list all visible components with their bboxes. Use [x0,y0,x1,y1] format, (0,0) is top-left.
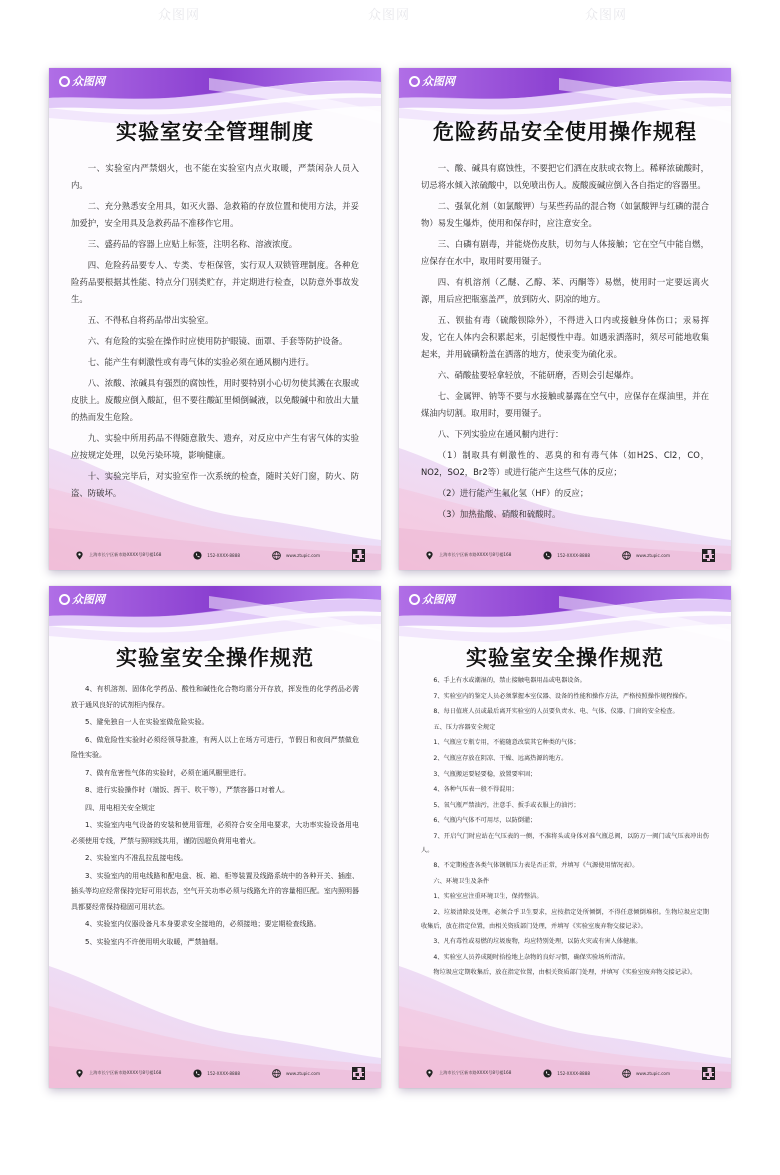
brand-logo-icon [59,594,70,605]
poster-lab-operation-1 [49,586,381,1088]
footer-address-text: 上海市长宁区新市路XXXX号8号楼168 [89,1070,162,1075]
location-pin-icon [75,551,84,560]
rule-paragraph: 4、实验室人员养成随时拾捡地上杂物的良好习惯，确保实验场所清洁。 [433,953,630,961]
rule-paragraph: （2）进行能产生氟化氢（HF）的反应； [437,488,589,498]
footer-address-text: 上海市长宁区新市路XXXX号8号楼168 [439,552,512,557]
rule-paragraph: 2、实验室内不准乱拉乱接电线。 [85,854,188,862]
poster-lab-safety-management [49,68,381,570]
rule-paragraph: 3、实验室内的用电线路和配电盘、板、箱、柜等装置及线路系统中的各种开关、插座、插头等均应经常保持完好可用状态，空气开关功率必须与线路允许的容量相匹配。室内照明器具都要经常保持稳固可用状态。 [71,871,359,911]
rule-paragraph: 8、每日值班人员或最后离开实验室的人员要负责水、电、气体、仪器、门窗的安全检查。 [433,708,679,716]
location-pin-icon [75,1069,84,1078]
watermark: 众图网 [585,8,628,23]
rule-paragraph: 6、气瓶内气体不可用尽，以防倒灌； [433,817,537,825]
footer-website-text: www.ztupic.com [635,1070,671,1076]
rule-paragraph: 六、环境卫生及条件 [433,877,490,885]
watermark: 众图网 [158,8,201,23]
qr-code-icon [702,1067,715,1080]
brand-logo [409,73,455,89]
brand-logo-icon [59,76,70,87]
rule-paragraph: 一、酸、碱具有腐蚀性，不要把它们洒在皮肤或衣物上。稀释浓硫酸时，切忌将水倾入浓硫酸中，以免喷出伤人。废酸废碱应倒入各自指定的容器里。 [421,163,709,190]
footer-website [272,551,320,560]
rule-paragraph: 5、氧气瓶严禁油污，注意手、扳手或衣服上的油污； [433,801,580,809]
brand-logo-icon [409,76,420,87]
globe-icon [622,551,631,560]
footer-phone-text: 152-XXXX-8888 [207,552,241,558]
rule-paragraph: 4、有机溶剂、固体化学药品、酸性和碱性化合物均需分开存放，挥发性的化学药品必需放于通风良好的试剂柜内保存。 [71,685,359,709]
footer-phone [193,1069,240,1078]
footer-website [622,1069,670,1078]
rule-paragraph: 7、开启气门时应站在气压表的一侧，不准将头或身体对准气瓶总阀，以防万一阀门或气压表冲出伤人。 [421,832,709,854]
rule-paragraph: 1、实验室内电气设备的安装和使用管理，必须符合安全用电要求，大功率实验设备用电必须使用专线，严禁与照明线共用，谨防因超负荷用电着火。 [71,821,359,845]
rule-paragraph: 四、有机溶剂（乙醚、乙醇、苯、丙酮等）易燃，使用时一定要远离火源，用后应把瓶塞盖严，放到防火、阴凉的地方。 [421,277,709,304]
rule-paragraph: 一、实验室内严禁烟火，也不能在实验室内点火取暖，严禁闲杂人员入内。 [71,163,359,190]
page-title: 实验室安全操作规范 [116,646,314,670]
phone-icon [193,1069,202,1078]
rule-paragraph: 六、有危险的实验在操作时应使用防护眼镜、面罩、手套等防护设备。 [87,336,348,346]
rule-paragraph: 5、避免独自一人在实验室做危险实验。 [85,718,209,726]
location-pin-icon [425,551,434,560]
rule-paragraph: 十、实验完毕后，对实验室作一次系统的检查，随时关好门窗，防火、防盗、防破坏。 [71,471,359,498]
footer-phone-text: 152-XXXX-8888 [557,1070,591,1076]
page-title: 实验室安全操作规范 [466,646,664,670]
rule-paragraph: 5、实验室内不许使用明火取暖，严禁抽烟。 [85,937,223,946]
footer-phone-text: 152-XXXX-8888 [557,552,591,558]
brand-logo-text: 众图网 [72,75,105,88]
rule-paragraph: 八、浓酸、浓碱具有强烈的腐蚀性，用时要特别小心切勿使其溅在衣服或皮肤上。废酸应倒入酸缸，但不要往酸缸里倾倒碱液，以免酸碱中和放出大量的热而发生危险。 [71,378,359,422]
brand-logo [409,591,455,607]
rules-content [421,160,709,527]
rule-paragraph: 2、气瓶应存放在阴凉、干燥、远离热源的地方。 [433,754,568,762]
footer-address [75,551,161,560]
page-title: 实验室安全管理制度 [116,120,314,144]
footer-website-text: www.ztupic.com [285,552,321,558]
globe-icon [622,1069,631,1078]
rule-paragraph: 四、用电相关安全规定 [85,803,155,812]
footer-address-text: 上海市长宁区新市路XXXX号8号楼168 [89,552,162,557]
poster-hazardous-chemicals [399,68,731,570]
phone-icon [543,551,552,560]
phone-icon [193,551,202,560]
rule-paragraph: （3）加热盐酸、硝酸和硫酸时。 [437,509,561,519]
rule-paragraph: 2、垃圾清除及处理，必须合乎卫生要求，应按指定处所倾倒，不得任意倾倒堆积。生物垃圾应定期收集后，放在指定位置，由相关资质部门处理，并填写《实验室废弃物交接记录》。 [421,908,709,930]
brand-logo-text: 众图网 [422,593,455,606]
rule-paragraph: 五、压力容器安全规定 [433,723,496,731]
rule-paragraph: 8、不定期检查各类气体钢瓶压力表是否正常，并填写《气源使用情况表》。 [433,862,639,870]
footer-address-text: 上海市长宁区新市路XXXX号8号楼168 [439,1070,512,1075]
rule-paragraph: 物垃圾应定期收集后，放在指定位置，由相关资质部门处理，并填写《实验室废弃物交接记录》。 [433,969,697,977]
rule-paragraph: 7、实验室内的鉴定人员必须掌握本室仪器、设备的性能和操作方法，严格按照操作规程操作。 [433,692,692,700]
rule-paragraph: 五、不得私自将药品带出实验室。 [87,315,214,325]
rule-paragraph: 七、能产生有刺激性或有毒气体的实验必须在通风橱内进行。 [87,357,314,367]
footer-phone [193,551,240,560]
rule-paragraph: 3、气瓶搬运要轻要稳，放置要牢固； [433,770,537,778]
rule-paragraph: 1、实验室应注重环境卫生，保持整洁。 [433,893,543,901]
poster-lab-operation-2 [399,586,731,1088]
rule-paragraph: 二、强氧化剂（如氯酸钾）与某些药品的混合物（如氯酸钾与红磷的混合物）易发生爆炸，使用和保存时，应注意安全。 [421,201,709,228]
qr-code-icon [352,549,365,562]
phone-icon [543,1069,552,1078]
footer-website-text: www.ztupic.com [635,552,671,558]
rule-paragraph: 三、白磷有剧毒，并能烧伤皮肤，切勿与人体接触；它在空气中能自燃，应保存在水中，取用时要用镊子。 [421,239,709,266]
brand-logo [59,73,105,89]
footer-bar [49,540,381,570]
rule-paragraph: 四、危险药品要专人、专类、专柜保管，实行双人双锁管理制度。各种危险药品要根据其性能、特点分门别类贮存，并定期进行检查，以防意外事故发生。 [71,260,359,304]
rule-paragraph: 6、手上有水或潮湿的，禁止接触电器用品或电器设备。 [433,677,586,684]
watermark: 众图网 [368,8,411,23]
footer-website [622,551,670,560]
rule-paragraph: 8、进行实验操作时（端饭、挥干、吹干等），严禁容器口对着人。 [85,786,289,794]
page-title: 危险药品安全使用操作规程 [433,120,697,144]
rule-paragraph: 3、凡有毒性或易燃的垃圾废物，均应特别处理，以防火灾或有害人体健康。 [433,938,642,946]
rules-content [71,682,359,952]
footer-bar [399,1058,731,1088]
rule-paragraph: 五、钡盐有毒（硫酸钡除外），不得进入口内或接触身体伤口；汞易挥发，它在人体内会积累起来，引起慢性中毒。如遇汞洒落时，须尽可能地收集起来，并用硫磺粉盖在洒落的地方，使汞变为硫化汞。 [421,315,709,359]
rule-paragraph: 六、硝酸盐要轻拿轻放，不能研磨，否则会引起爆炸。 [437,370,639,380]
rules-content [421,674,709,982]
footer-phone [543,1069,590,1078]
footer-phone [543,551,590,560]
footer-address [425,1069,511,1078]
globe-icon [272,1069,281,1078]
qr-code-icon [702,549,715,562]
rule-paragraph: 二、充分熟悉安全用具，如灭火器、急救箱的存放位置和使用方法，并妥加爱护，安全用具及急救药品不准移作它用。 [71,201,359,228]
rule-paragraph: 6、做危险性实验时必须经领导批准，有两人以上在场方可进行，节假日和夜间严禁做危险性实验。 [71,735,359,759]
rule-paragraph: 1、气瓶应专瓶专用，不能随意改装其它种类的气体； [433,739,580,747]
brand-logo-text: 众图网 [422,75,455,88]
rule-paragraph: 三、盛药品的容器上应贴上标签，注明名称、溶液浓度。 [87,239,298,249]
rule-paragraph: 九、实验中所用药品不得随意散失、遗弃，对反应中产生有害气体的实验应按规定处理，以免污染环境，影响健康。 [71,433,359,460]
globe-icon [272,551,281,560]
brand-logo-text: 众图网 [72,593,105,606]
rule-paragraph: 七、金属钾、钠等不要与水接触或暴露在空气中，应保存在煤油里，并在煤油内切割。取用时，要用镊子。 [421,391,709,418]
rules-content [71,160,359,506]
footer-address [75,1069,161,1078]
qr-code-icon [352,1067,365,1080]
footer-bar [399,540,731,570]
footer-phone-text: 152-XXXX-8888 [207,1070,241,1076]
rule-paragraph: 八、下列实验应在通风橱内进行： [437,429,564,439]
rule-paragraph: 4、各种气压表一般不得混用； [433,786,518,794]
rule-paragraph: 7、做有危害性气体的实验时，必须在通风橱里进行。 [85,768,251,777]
footer-website [272,1069,320,1078]
location-pin-icon [425,1069,434,1078]
rule-paragraph: （1）制取具有刺激性的、恶臭的和有毒气体（如H2S、Cl2，CO，NO2，SO2，Br2等）或进行能产生这些气体的反应； [421,450,709,477]
brand-logo-icon [409,594,420,605]
footer-bar [49,1058,381,1088]
footer-address [425,551,511,560]
brand-logo [59,591,105,607]
footer-website-text: www.ztupic.com [285,1070,321,1076]
rule-paragraph: 4、实验室内仪器设备凡本身要求安全接地的，必须接地；要定期检查线路。 [85,920,321,928]
